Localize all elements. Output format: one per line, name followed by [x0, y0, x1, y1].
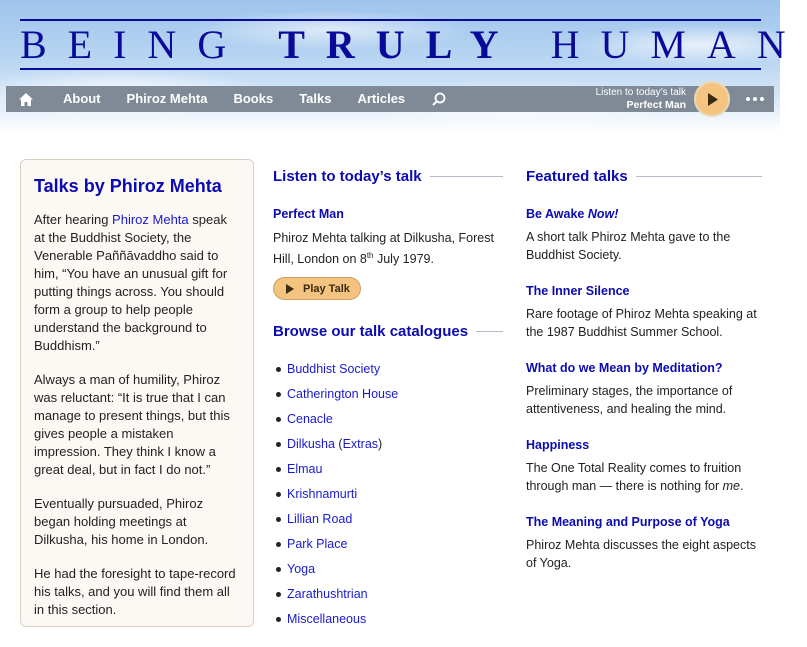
- featured-talk-desc: Phiroz Mehta discusses the eight aspects of Yoga.: [526, 538, 756, 570]
- title-text: Be Awake: [526, 207, 588, 221]
- nav-listen-talk: Perfect Man: [626, 99, 686, 111]
- heading-rule: [476, 331, 503, 332]
- featured-talk-title[interactable]: What do we Mean by Meditation?: [526, 361, 723, 375]
- home-icon[interactable]: [6, 86, 46, 112]
- featured-talk: [526, 438, 762, 495]
- nav-item-phiroz-mehta[interactable]: Phiroz Mehta: [126, 91, 208, 106]
- catalogue-link[interactable]: Catherington House: [287, 387, 399, 402]
- catalogue-link[interactable]: Yoga: [287, 562, 316, 577]
- desc-start: Phiroz Mehta talking at Dilkusha, Forest Hill, London on 8: [273, 231, 494, 267]
- nav-item-talks[interactable]: Talks: [299, 91, 332, 106]
- browse-heading-text: Browse our talk catalogues: [273, 322, 469, 340]
- catalogue-link[interactable]: Elmau: [287, 462, 323, 477]
- today-heading: [273, 166, 503, 186]
- desc-end: .: [740, 479, 744, 493]
- nav-item-articles[interactable]: Articles: [357, 91, 406, 106]
- sidebar-intro: [20, 159, 254, 627]
- nav-bar: [6, 86, 774, 112]
- desc-sup: th: [366, 251, 374, 260]
- play-talk-label: Play Talk: [303, 282, 350, 295]
- catalogue-link[interactable]: Lillian Road: [287, 512, 353, 527]
- phiroz-mehta-link[interactable]: Phiroz Mehta: [112, 212, 189, 227]
- catalogue-item[interactable]: [287, 582, 503, 607]
- catalogue-item[interactable]: [287, 532, 503, 557]
- catalogue-item[interactable]: [287, 357, 503, 382]
- play-icon: [286, 284, 294, 294]
- catalogue-item[interactable]: [287, 507, 503, 532]
- sidebar-paragraph-4: He had the foresight to tape-record his talks, and you will find them all in this section.: [34, 566, 236, 617]
- p1-text-end: speak at the Buddhist Society, the Venerable Paññāvaddho said to him, “You have an unusual gift for putting things across. You should form a group to help people understand the background to Buddhism.”: [34, 212, 228, 353]
- site-title[interactable]: [20, 22, 807, 67]
- more-icon[interactable]: [746, 86, 764, 112]
- featured-talk: [526, 207, 762, 264]
- catalogue-link[interactable]: Zarathushtrian: [287, 587, 368, 602]
- featured-talk-desc: Rare footage of Phiroz Mehta speaking at the 1987 Buddhist Summer School.: [526, 307, 757, 339]
- catalogue-item[interactable]: [287, 407, 503, 432]
- extras-link[interactable]: Extras: [342, 437, 379, 452]
- featured-talk-title[interactable]: The Meaning and Purpose of Yoga: [526, 515, 730, 529]
- catalogue-item[interactable]: [287, 432, 503, 457]
- p1-text-start: After hearing: [34, 212, 113, 227]
- catalogue-list: [273, 357, 503, 632]
- desc-end: July 1979.: [373, 252, 434, 267]
- today-heading-text: Listen to today’s talk: [273, 167, 422, 185]
- featured-talk: [526, 361, 762, 418]
- paren-close: ): [378, 437, 383, 452]
- today-column: [273, 166, 503, 632]
- nav-listen-label: Listen to today’s talk: [595, 87, 686, 98]
- sidebar-paragraph-2: Always a man of humility, Phiroz was reluctant: “It is true that I can manage to present things, but this gives people a mistaken impression. They think I know a great deal, but in fact I do not.”: [34, 372, 230, 477]
- title-part-2: TRULY: [278, 22, 520, 67]
- featured-heading-text: Featured talks: [526, 167, 628, 185]
- title-part-1: BEING: [20, 22, 248, 67]
- nav-item-books[interactable]: Books: [233, 91, 274, 106]
- sidebar-heading: Talks by Phiroz Mehta: [34, 176, 222, 196]
- sidebar-paragraph-3: Eventually pursuaded, Phiroz began holding meetings at Dilkusha, his home in London.: [34, 496, 209, 547]
- featured-talk-title[interactable]: The Inner Silence: [526, 284, 630, 298]
- catalogue-link[interactable]: Miscellaneous: [287, 612, 367, 627]
- title-rule-top: [20, 19, 761, 21]
- featured-talk-desc: [526, 459, 762, 495]
- catalogue-link[interactable]: Park Place: [287, 537, 348, 552]
- desc-text: The One Total Reality comes to fruition through man — there is nothing for: [526, 461, 742, 493]
- nav-listen-today[interactable]: [596, 87, 686, 111]
- featured-talk-desc: Preliminary stages, the importance of attentiveness, and healing the mind.: [526, 384, 733, 416]
- catalogue-link[interactable]: Krishnamurti: [287, 487, 358, 502]
- catalogue-item[interactable]: [287, 557, 503, 582]
- search-icon[interactable]: [424, 86, 454, 112]
- featured-talk-desc: A short talk Phiroz Mehta gave to the Buddhist Society.: [526, 230, 731, 262]
- browse-heading: [273, 321, 503, 341]
- desc-emphasis: me: [722, 479, 741, 493]
- catalogue-link[interactable]: Dilkusha: [287, 437, 335, 452]
- today-talk-desc: [273, 229, 503, 268]
- catalogue-link[interactable]: Buddhist Society: [287, 362, 381, 377]
- title-part-3: HUMAN: [550, 22, 807, 67]
- catalogue-link[interactable]: Cenacle: [287, 412, 333, 427]
- title-emphasis: Now!: [587, 207, 619, 221]
- catalogue-item[interactable]: [287, 382, 503, 407]
- featured-talk-title[interactable]: [526, 207, 762, 221]
- today-talk-title[interactable]: Perfect Man: [273, 207, 344, 221]
- featured-talk: [526, 284, 762, 341]
- title-rule-bottom: [20, 68, 761, 70]
- catalogue-item[interactable]: [287, 482, 503, 507]
- heading-rule: [636, 176, 762, 177]
- play-talk-button[interactable]: [273, 277, 361, 300]
- sidebar-paragraph-1: [34, 211, 240, 355]
- header-banner: [0, 0, 807, 132]
- nav-item-about[interactable]: About: [63, 91, 101, 106]
- featured-talk-title[interactable]: Happiness: [526, 438, 590, 452]
- featured-column: [526, 166, 762, 572]
- play-icon[interactable]: [694, 81, 730, 117]
- featured-heading: [526, 166, 762, 186]
- heading-rule: [430, 176, 503, 177]
- catalogue-item[interactable]: [287, 607, 503, 632]
- featured-talk: [526, 515, 762, 572]
- paren-open: (: [338, 437, 343, 452]
- catalogue-item[interactable]: [287, 457, 503, 482]
